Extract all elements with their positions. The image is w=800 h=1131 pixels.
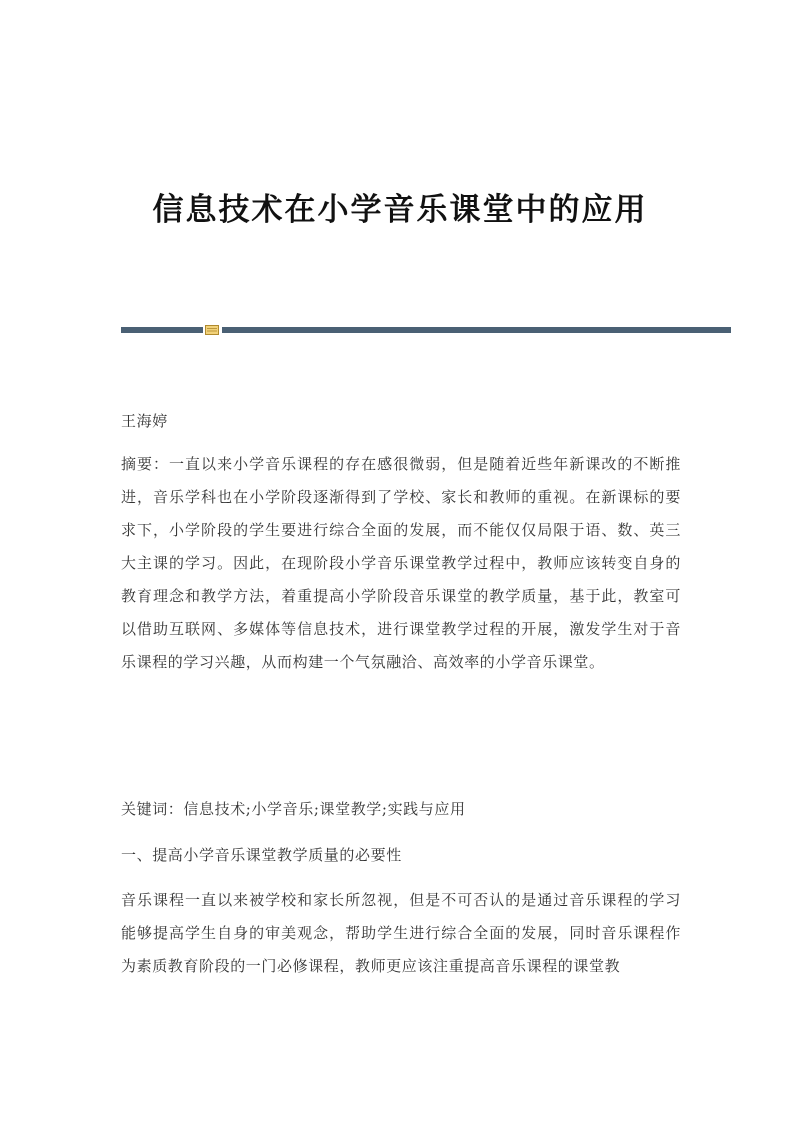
abstract-paragraph: 摘要：一直以来小学音乐课程的存在感很微弱，但是随着近些年新课改的不断推进，音乐学科也在小学阶段逐渐得到了学校、家长和教师的重视。在新课标的要求下，小学阶段的学生要进行综合全面的发展，而不能仅仅局限于语、数、英三大主课的学习。因此，在现阶段小学音乐课堂教学过程中，教师应该转变自身的教育理念和教学方法，着重提高小学阶段音乐课堂的教学质量，基于此，教室可以借助互联网、多媒体等信息技术，进行课堂教学过程的开展，激发学生对于音乐课程的学习兴趣，从而构建一个气氛融洽、高效率的小学音乐课堂。: [121, 455, 681, 671]
section-heading: 一、提高小学音乐课堂教学质量的必要性: [121, 846, 402, 864]
document-title: 信息技术在小学音乐课堂中的应用: [152, 192, 648, 228]
author-name: 王海婷: [121, 412, 168, 430]
body-paragraph: 音乐课程一直以来被学校和家长所忽视，但是不可否认的是通过音乐课程的学习能够提高学生自身的审美观念，帮助学生进行综合全面的发展，同时音乐课程作为素质教育阶段的一门必修课程，教师更应该注重提高音乐课程的课堂教: [121, 891, 681, 975]
keywords-line: 关键词：信息技术;小学音乐;课堂教学;实践与应用: [121, 800, 466, 818]
title-divider: [121, 325, 731, 334]
divider-bar-right: [343, 327, 731, 333]
divider-bar-middle: [222, 327, 343, 333]
folded-paper-icon: [205, 325, 219, 335]
divider-bar-left: [121, 327, 203, 333]
